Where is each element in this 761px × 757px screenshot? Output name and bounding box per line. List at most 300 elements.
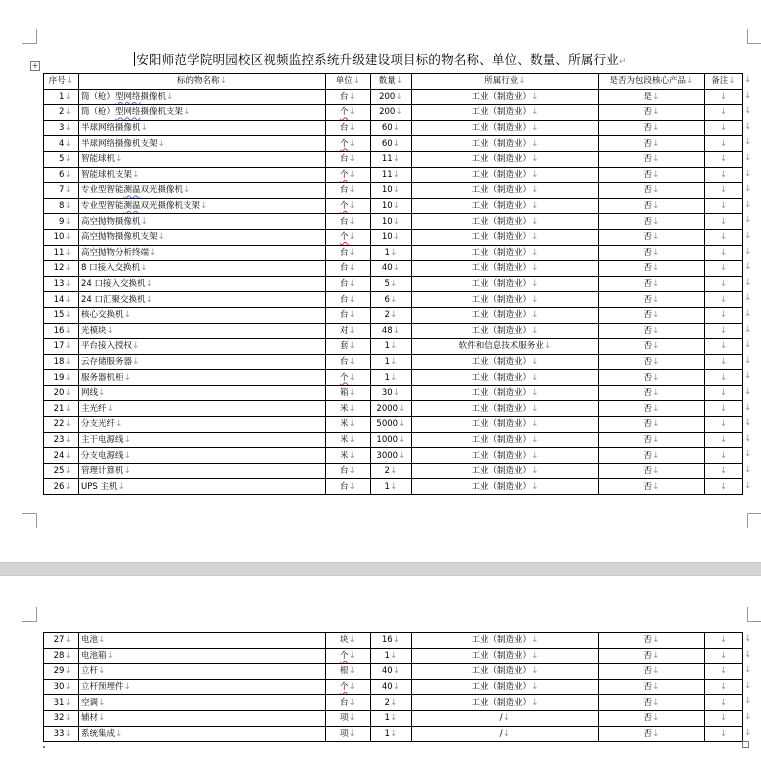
cell-core-product[interactable]: 否↓ xyxy=(599,648,705,664)
cell-end-mark: ↓ xyxy=(348,481,357,492)
cell-quantity[interactable]: 10↓ xyxy=(371,229,412,245)
cell-quantity[interactable]: 40↓ xyxy=(371,664,412,680)
cell-remarks[interactable] xyxy=(705,432,743,448)
cell-remarks[interactable] xyxy=(705,679,743,695)
cell-item-name[interactable]: 主干电源线↓ xyxy=(79,432,326,448)
cell-core-product[interactable]: 否↓ xyxy=(599,105,705,121)
cell-end-mark: ↓ xyxy=(651,403,660,414)
cell-item-name[interactable]: 主光纤↓ xyxy=(79,401,326,417)
table-row[interactable] xyxy=(44,448,743,464)
cell-remarks[interactable] xyxy=(705,261,743,277)
cell-item-name[interactable]: 半球网络摄像机↓ xyxy=(79,120,326,136)
cell-unit[interactable]: 箱↓ xyxy=(326,385,371,401)
cell-item-name[interactable]: 核心交换机↓ xyxy=(79,307,326,323)
cell-item-name[interactable]: 高空抛物摄像机↓ xyxy=(79,214,326,230)
cell-quantity[interactable]: 200↓ xyxy=(371,89,412,105)
table-row[interactable] xyxy=(44,385,743,401)
cell-remarks[interactable] xyxy=(705,633,743,649)
cell-quantity[interactable]: 10↓ xyxy=(371,198,412,214)
cell-core-product[interactable]: 否↓ xyxy=(599,664,705,680)
cell-remarks[interactable] xyxy=(705,307,743,323)
cell-item-name[interactable]: 服务器机柜↓ xyxy=(79,370,326,386)
cell-core-product[interactable]: 否↓ xyxy=(599,183,705,199)
cell-quantity[interactable]: 30↓ xyxy=(371,385,412,401)
table-row[interactable] xyxy=(44,198,743,214)
cell-quantity[interactable]: 200↓ xyxy=(371,105,412,121)
cell-quantity[interactable]: 16↓ xyxy=(371,633,412,649)
header-no[interactable]: 序号↓ xyxy=(44,74,79,90)
cell-item-name[interactable]: 高空抛物摄像机支架↓ xyxy=(79,229,326,245)
cell-industry[interactable]: 工业（制造业）↓ xyxy=(412,183,599,199)
cell-core-product[interactable]: 否↓ xyxy=(599,710,705,726)
cell-core-product[interactable]: 否↓ xyxy=(599,245,705,261)
cell-quantity[interactable]: 2000↓ xyxy=(371,401,412,417)
cell-remarks[interactable] xyxy=(705,214,743,230)
cell-core-product[interactable]: 否↓ xyxy=(599,261,705,277)
cell-item-name[interactable]: 电池箱↓ xyxy=(79,648,326,664)
cell-no[interactable]: 30↓ xyxy=(44,679,79,695)
cell-core-product[interactable]: 否↓ xyxy=(599,726,705,742)
cell-core-product[interactable]: 否↓ xyxy=(599,167,705,183)
cell-end-mark: ↓ xyxy=(115,154,123,165)
cell-unit[interactable]: 块↓ xyxy=(326,633,371,649)
cell-industry[interactable]: 工业（制造业）↓ xyxy=(412,245,599,261)
cell-unit[interactable]: 台↓ xyxy=(326,276,371,292)
cell-end-mark: ↓ xyxy=(530,216,539,227)
cell-unit[interactable]: 台↓ xyxy=(326,151,371,167)
cell-remarks[interactable] xyxy=(705,105,743,121)
cell-core-product[interactable]: 否↓ xyxy=(599,151,705,167)
cell-industry[interactable]: 工业（制造业）↓ xyxy=(412,89,599,105)
cell-no[interactable]: 1↓ xyxy=(44,89,79,105)
cell-core-product[interactable]: 是↓ xyxy=(599,89,705,105)
cell-no[interactable]: 33↓ xyxy=(44,726,79,742)
cell-item-name[interactable]: 空调↓ xyxy=(79,695,326,711)
cell-remarks[interactable] xyxy=(705,339,743,355)
table-row[interactable] xyxy=(44,167,743,183)
cell-core-product[interactable]: 否↓ xyxy=(599,339,705,355)
cell-remarks[interactable] xyxy=(705,120,743,136)
cell-industry[interactable]: 工业（制造业）↓ xyxy=(412,648,599,664)
cell-no[interactable]: 14↓ xyxy=(44,292,79,308)
document-title[interactable]: 安阳师范学院明园校区视频监控系统升级建设项目标的物名称、单位、数量、所属行业↵ xyxy=(136,52,627,67)
table-resize-handle-icon[interactable] xyxy=(742,741,749,748)
cell-end-mark: ↓ xyxy=(348,356,357,367)
cell-unit[interactable]: 项↓ xyxy=(326,710,371,726)
cell-remarks[interactable] xyxy=(705,89,743,105)
cell-core-product[interactable]: 否↓ xyxy=(599,463,705,479)
cell-item-name[interactable]: 光模块↓ xyxy=(79,323,326,339)
table-row[interactable] xyxy=(44,323,743,339)
cell-core-product[interactable]: 否↓ xyxy=(599,307,705,323)
cell-no[interactable]: 18↓ xyxy=(44,354,79,370)
cell-no[interactable]: 6↓ xyxy=(44,167,79,183)
cell-quantity[interactable]: 1↓ xyxy=(371,648,412,664)
cell-end-mark: ↓ xyxy=(530,372,539,383)
table-row[interactable] xyxy=(44,120,743,136)
cell-unit[interactable]: 台↓ xyxy=(326,307,371,323)
table-row[interactable] xyxy=(44,339,743,355)
cell-industry[interactable]: 软件和信息技术服务业↓ xyxy=(412,339,599,355)
cell-remarks[interactable] xyxy=(705,648,743,664)
cell-industry[interactable]: 工业（制造业）↓ xyxy=(412,679,599,695)
cell-no[interactable]: 5↓ xyxy=(44,151,79,167)
cell-end-mark: ↓ xyxy=(719,666,728,677)
cell-no[interactable]: 7↓ xyxy=(44,183,79,199)
cell-end-mark: ↓ xyxy=(348,325,357,336)
cell-core-product[interactable]: 否↓ xyxy=(599,214,705,230)
cell-industry[interactable]: 工业（制造业）↓ xyxy=(412,120,599,136)
cell-remarks[interactable] xyxy=(705,479,743,495)
cell-industry[interactable]: 工业（制造业）↓ xyxy=(412,479,599,495)
cell-quantity[interactable]: 40↓ xyxy=(371,679,412,695)
cell-remarks[interactable] xyxy=(705,370,743,386)
cell-quantity[interactable]: 5000↓ xyxy=(371,417,412,433)
table-row[interactable] xyxy=(44,307,743,323)
cell-unit[interactable]: 台↓ xyxy=(326,89,371,105)
cell-remarks[interactable] xyxy=(705,292,743,308)
cell-industry[interactable]: 工业（制造业）↓ xyxy=(412,463,599,479)
table-row[interactable] xyxy=(44,151,743,167)
cell-industry[interactable]: 工业（制造业）↓ xyxy=(412,354,599,370)
header-core-product[interactable]: 是否为包段核心产品↓ xyxy=(599,74,705,90)
cell-item-name[interactable]: 智能球机支架↓ xyxy=(79,167,326,183)
cell-unit[interactable]: 台↓ xyxy=(326,183,371,199)
cell-unit[interactable]: 台↓ xyxy=(326,479,371,495)
cell-industry[interactable]: 工业（制造业）↓ xyxy=(412,401,599,417)
cell-unit[interactable]: 米↓ xyxy=(326,401,371,417)
table-row[interactable] xyxy=(44,89,743,105)
cell-end-mark: ↓ xyxy=(651,185,660,196)
cell-quantity[interactable]: 1↓ xyxy=(371,370,412,386)
cell-remarks[interactable] xyxy=(705,136,743,152)
cell-industry[interactable]: /↓ xyxy=(412,710,599,726)
cell-end-mark: ↓ xyxy=(719,481,728,492)
cell-remarks[interactable] xyxy=(705,198,743,214)
cell-end-mark: ↓ xyxy=(123,434,132,445)
cell-no[interactable]: 24↓ xyxy=(44,448,79,464)
cell-no[interactable]: 15↓ xyxy=(44,307,79,323)
cell-industry[interactable]: 工业（制造业）↓ xyxy=(412,633,599,649)
cell-remarks[interactable] xyxy=(705,167,743,183)
cell-industry[interactable]: 工业（制造业）↓ xyxy=(412,276,599,292)
cell-item-name[interactable]: 立杆预埋件↓ xyxy=(79,679,326,695)
cell-core-product[interactable]: 否↓ xyxy=(599,136,705,152)
table-row[interactable] xyxy=(44,183,743,199)
cell-quantity[interactable]: 10↓ xyxy=(371,183,412,199)
cell-industry[interactable]: 工业（制造业）↓ xyxy=(412,198,599,214)
cell-item-name[interactable]: 专业型智能测温双光摄像机支架↓ xyxy=(79,198,326,214)
cell-no[interactable]: 2↓ xyxy=(44,105,79,121)
cell-quantity[interactable]: 3000↓ xyxy=(371,448,412,464)
cell-no[interactable]: 4↓ xyxy=(44,136,79,152)
cell-unit[interactable]: 米↓ xyxy=(326,432,371,448)
cell-end-mark: ↓ xyxy=(140,216,149,227)
table-row[interactable] xyxy=(44,105,743,121)
cell-no[interactable]: 22↓ xyxy=(44,417,79,433)
cell-core-product[interactable]: 否↓ xyxy=(599,198,705,214)
cell-industry[interactable]: 工业（制造业）↓ xyxy=(412,385,599,401)
cell-remarks[interactable] xyxy=(705,664,743,680)
cell-unit[interactable]: 台↓ xyxy=(326,120,371,136)
cell-no[interactable]: 10↓ xyxy=(44,229,79,245)
cell-no[interactable]: 25↓ xyxy=(44,463,79,479)
cell-core-product[interactable]: 否↓ xyxy=(599,229,705,245)
cell-remarks[interactable] xyxy=(705,354,743,370)
cell-item-name[interactable]: 网线↓ xyxy=(79,385,326,401)
cell-item-name[interactable]: 24 口接入交换机↓ xyxy=(79,276,326,292)
cell-core-product[interactable]: 否↓ xyxy=(599,679,705,695)
cell-end-mark: ↓ xyxy=(64,372,72,383)
cell-core-product[interactable]: 否↓ xyxy=(599,385,705,401)
cell-remarks[interactable] xyxy=(705,276,743,292)
cell-core-product[interactable]: 否↓ xyxy=(599,354,705,370)
table-row[interactable] xyxy=(44,695,743,711)
cell-end-mark: ↓ xyxy=(64,481,72,492)
cell-remarks[interactable] xyxy=(705,710,743,726)
cell-industry[interactable]: 工业（制造业）↓ xyxy=(412,370,599,386)
cell-unit[interactable]: 个↓ xyxy=(326,648,371,664)
cell-core-product[interactable]: 否↓ xyxy=(599,432,705,448)
cell-remarks[interactable] xyxy=(705,463,743,479)
table-row[interactable] xyxy=(44,292,743,308)
cell-end-mark: ↓ xyxy=(106,403,115,414)
cell-unit[interactable]: 台↓ xyxy=(326,292,371,308)
cell-no[interactable]: 21↓ xyxy=(44,401,79,417)
cell-quantity[interactable]: 1000↓ xyxy=(371,432,412,448)
cell-industry[interactable]: 工业（制造业）↓ xyxy=(412,136,599,152)
cell-item-name[interactable]: 智能球机↓ xyxy=(79,151,326,167)
table-row[interactable] xyxy=(44,370,743,386)
cell-core-product[interactable]: 否↓ xyxy=(599,448,705,464)
table-row[interactable] xyxy=(44,463,743,479)
cell-no[interactable]: 32↓ xyxy=(44,710,79,726)
cell-unit[interactable]: 根↓ xyxy=(326,664,371,680)
cell-quantity[interactable]: 2↓ xyxy=(371,463,412,479)
cell-quantity[interactable]: 11↓ xyxy=(371,151,412,167)
cell-quantity[interactable]: 10↓ xyxy=(371,214,412,230)
cell-end-mark: ↓ xyxy=(392,682,401,693)
table-row[interactable] xyxy=(44,214,743,230)
cell-core-product[interactable]: 否↓ xyxy=(599,323,705,339)
items-table[interactable] xyxy=(43,73,743,495)
cell-item-name[interactable]: 辅材↓ xyxy=(79,710,326,726)
cell-end-mark: ↓ xyxy=(719,635,728,646)
cell-industry[interactable]: 工业（制造业）↓ xyxy=(412,167,599,183)
cell-item-name[interactable]: 平台接入授权↓ xyxy=(79,339,326,355)
cell-remarks[interactable] xyxy=(705,726,743,742)
cell-industry[interactable]: 工业（制造业）↓ xyxy=(412,664,599,680)
cell-industry[interactable]: 工业（制造业）↓ xyxy=(412,214,599,230)
table-row[interactable] xyxy=(44,136,743,152)
margin-corner-top-right-page2 xyxy=(747,607,761,622)
cell-end-mark: ↓ xyxy=(348,107,357,118)
cell-core-product[interactable]: 否↓ xyxy=(599,695,705,711)
cell-industry[interactable]: 工业（制造业）↓ xyxy=(412,292,599,308)
cell-unit[interactable]: 个↓ xyxy=(326,679,371,695)
cell-unit[interactable]: 个↓ xyxy=(326,198,371,214)
cell-item-name[interactable]: 系统集成↓ xyxy=(79,726,326,742)
cell-remarks[interactable] xyxy=(705,448,743,464)
cell-core-product[interactable]: 否↓ xyxy=(599,479,705,495)
cell-no[interactable]: 17↓ xyxy=(44,339,79,355)
cell-no[interactable]: 16↓ xyxy=(44,323,79,339)
table-row[interactable] xyxy=(44,679,743,695)
table-row[interactable] xyxy=(44,229,743,245)
header-industry[interactable]: 所属行业↓ xyxy=(412,74,599,90)
cell-unit[interactable]: 对↓ xyxy=(326,323,371,339)
cell-core-product[interactable]: 否↓ xyxy=(599,370,705,386)
cell-unit[interactable]: 个↓ xyxy=(326,229,371,245)
cell-unit[interactable]: 个↓ xyxy=(326,105,371,121)
cell-item-name[interactable]: UPS 主机↓ xyxy=(79,479,326,495)
cell-no[interactable]: 27↓ xyxy=(44,633,79,649)
cell-core-product[interactable]: 否↓ xyxy=(599,417,705,433)
cell-unit[interactable]: 项↓ xyxy=(326,726,371,742)
cell-item-name[interactable]: 电池↓ xyxy=(79,633,326,649)
cell-unit[interactable]: 台↓ xyxy=(326,261,371,277)
cell-remarks[interactable] xyxy=(705,229,743,245)
cell-quantity[interactable]: 2↓ xyxy=(371,695,412,711)
table-row[interactable] xyxy=(44,648,743,664)
cell-industry[interactable]: 工业（制造业）↓ xyxy=(412,448,599,464)
cell-industry[interactable]: 工业（制造业）↓ xyxy=(412,695,599,711)
table-row[interactable] xyxy=(44,354,743,370)
table-row[interactable] xyxy=(44,664,743,680)
cell-no[interactable]: 31↓ xyxy=(44,695,79,711)
header-unit[interactable]: 单位↓ xyxy=(326,74,371,90)
cell-quantity[interactable]: 6↓ xyxy=(371,292,412,308)
cell-quantity[interactable]: 1↓ xyxy=(371,726,412,742)
table-row[interactable] xyxy=(44,726,743,742)
cell-no[interactable]: 28↓ xyxy=(44,648,79,664)
cell-remarks[interactable] xyxy=(705,401,743,417)
cell-unit[interactable]: 个↓ xyxy=(326,136,371,152)
cell-remarks[interactable] xyxy=(705,245,743,261)
cell-quantity[interactable]: 60↓ xyxy=(371,120,412,136)
cell-item-name[interactable]: 专业型智能测温双光摄像机↓ xyxy=(79,183,326,199)
cell-quantity[interactable]: 1↓ xyxy=(371,354,412,370)
cell-quantity[interactable]: 1↓ xyxy=(371,245,412,261)
cell-quantity[interactable]: 1↓ xyxy=(371,339,412,355)
items-table-continued[interactable] xyxy=(43,632,743,742)
header-item-name[interactable]: 标的物名称↓ xyxy=(79,74,326,90)
cell-item-name[interactable]: 高空抛物分析终端↓ xyxy=(79,245,326,261)
cell-industry[interactable]: 工业（制造业）↓ xyxy=(412,323,599,339)
cell-unit[interactable]: 米↓ xyxy=(326,448,371,464)
cell-unit[interactable]: 套↓ xyxy=(326,339,371,355)
cell-no[interactable]: 9↓ xyxy=(44,214,79,230)
cell-core-product[interactable]: 否↓ xyxy=(599,401,705,417)
cell-unit[interactable]: 个↓ xyxy=(326,370,371,386)
cell-industry[interactable]: 工业（制造业）↓ xyxy=(412,432,599,448)
cell-core-product[interactable]: 否↓ xyxy=(599,120,705,136)
cell-remarks[interactable] xyxy=(705,323,743,339)
cell-unit[interactable]: 台↓ xyxy=(326,354,371,370)
cell-quantity[interactable]: 5↓ xyxy=(371,276,412,292)
cell-industry[interactable]: 工业（制造业）↓ xyxy=(412,307,599,323)
cell-no[interactable]: 8↓ xyxy=(44,198,79,214)
table-row[interactable] xyxy=(44,245,743,261)
table-row[interactable] xyxy=(44,432,743,448)
cell-item-name[interactable]: 24 口汇聚交换机↓ xyxy=(79,292,326,308)
cell-industry[interactable]: 工业（制造业）↓ xyxy=(412,151,599,167)
cell-remarks[interactable] xyxy=(705,417,743,433)
cell-industry[interactable]: 工业（制造业）↓ xyxy=(412,105,599,121)
cell-core-product[interactable]: 否↓ xyxy=(599,633,705,649)
cell-industry[interactable]: 工业（制造业）↓ xyxy=(412,261,599,277)
cell-quantity[interactable]: 48↓ xyxy=(371,323,412,339)
cell-remarks[interactable] xyxy=(705,183,743,199)
cell-quantity[interactable]: 40↓ xyxy=(371,261,412,277)
table-row[interactable] xyxy=(44,276,743,292)
cell-quantity[interactable]: 2↓ xyxy=(371,307,412,323)
cell-unit[interactable]: 台↓ xyxy=(326,695,371,711)
row-end-mark: ↓ xyxy=(744,387,752,397)
cell-unit[interactable]: 台↓ xyxy=(326,245,371,261)
cell-remarks[interactable] xyxy=(705,151,743,167)
cell-end-mark: ↓ xyxy=(651,682,660,693)
cell-industry[interactable]: /↓ xyxy=(412,726,599,742)
cell-item-name[interactable]: 半球网络摄像机支架↓ xyxy=(79,136,326,152)
cell-no[interactable]: 29↓ xyxy=(44,664,79,680)
cell-end-mark: ↓ xyxy=(719,650,728,661)
cell-item-name[interactable]: 立杆↓ xyxy=(79,664,326,680)
cell-quantity[interactable]: 1↓ xyxy=(371,710,412,726)
cell-no[interactable]: 19↓ xyxy=(44,370,79,386)
cell-item-name[interactable]: 管理计算机↓ xyxy=(79,463,326,479)
cell-end-mark: ↓ xyxy=(117,481,125,492)
cell-no[interactable]: 13↓ xyxy=(44,276,79,292)
cell-no[interactable]: 23↓ xyxy=(44,432,79,448)
cell-unit[interactable]: 台↓ xyxy=(326,463,371,479)
table-row[interactable] xyxy=(44,633,743,649)
cell-core-product[interactable]: 否↓ xyxy=(599,292,705,308)
table-row[interactable] xyxy=(44,479,743,495)
cell-unit[interactable]: 台↓ xyxy=(326,214,371,230)
cell-item-name[interactable]: 筒（枪）型网络摄像机支架↓ xyxy=(79,105,326,121)
cell-item-name[interactable]: 筒（枪）型网络摄像机↓ xyxy=(79,89,326,105)
cell-item-name[interactable]: 8 口接入交换机↓ xyxy=(79,261,326,277)
cell-item-name[interactable]: 云存储服务器↓ xyxy=(79,354,326,370)
table-row[interactable] xyxy=(44,261,743,277)
table-row[interactable] xyxy=(44,710,743,726)
cell-no[interactable]: 3↓ xyxy=(44,120,79,136)
cell-no[interactable]: 12↓ xyxy=(44,261,79,277)
cell-unit[interactable]: 个↓ xyxy=(326,167,371,183)
table-row[interactable] xyxy=(44,401,743,417)
cell-core-product[interactable]: 否↓ xyxy=(599,276,705,292)
cell-item-name[interactable]: 分支光纤↓ xyxy=(79,417,326,433)
table-move-handle-icon[interactable]: + xyxy=(31,61,39,70)
cell-remarks[interactable] xyxy=(705,695,743,711)
cell-no[interactable]: 20↓ xyxy=(44,385,79,401)
cell-no[interactable]: 26↓ xyxy=(44,479,79,495)
table-row[interactable] xyxy=(44,417,743,433)
cell-unit[interactable]: 米↓ xyxy=(326,417,371,433)
cell-quantity[interactable]: 60↓ xyxy=(371,136,412,152)
cell-item-name[interactable]: 分支电源线↓ xyxy=(79,448,326,464)
header-remarks[interactable]: 备注↓ xyxy=(705,74,743,90)
cell-no[interactable]: 11↓ xyxy=(44,245,79,261)
cell-industry[interactable]: 工业（制造业）↓ xyxy=(412,229,599,245)
cell-end-mark: ↓ xyxy=(389,247,398,258)
cell-quantity[interactable]: 1↓ xyxy=(371,479,412,495)
cell-remarks[interactable] xyxy=(705,385,743,401)
header-quantity[interactable]: 数量↓ xyxy=(371,74,412,90)
cell-industry[interactable]: 工业（制造业）↓ xyxy=(412,417,599,433)
cell-quantity[interactable]: 11↓ xyxy=(371,167,412,183)
